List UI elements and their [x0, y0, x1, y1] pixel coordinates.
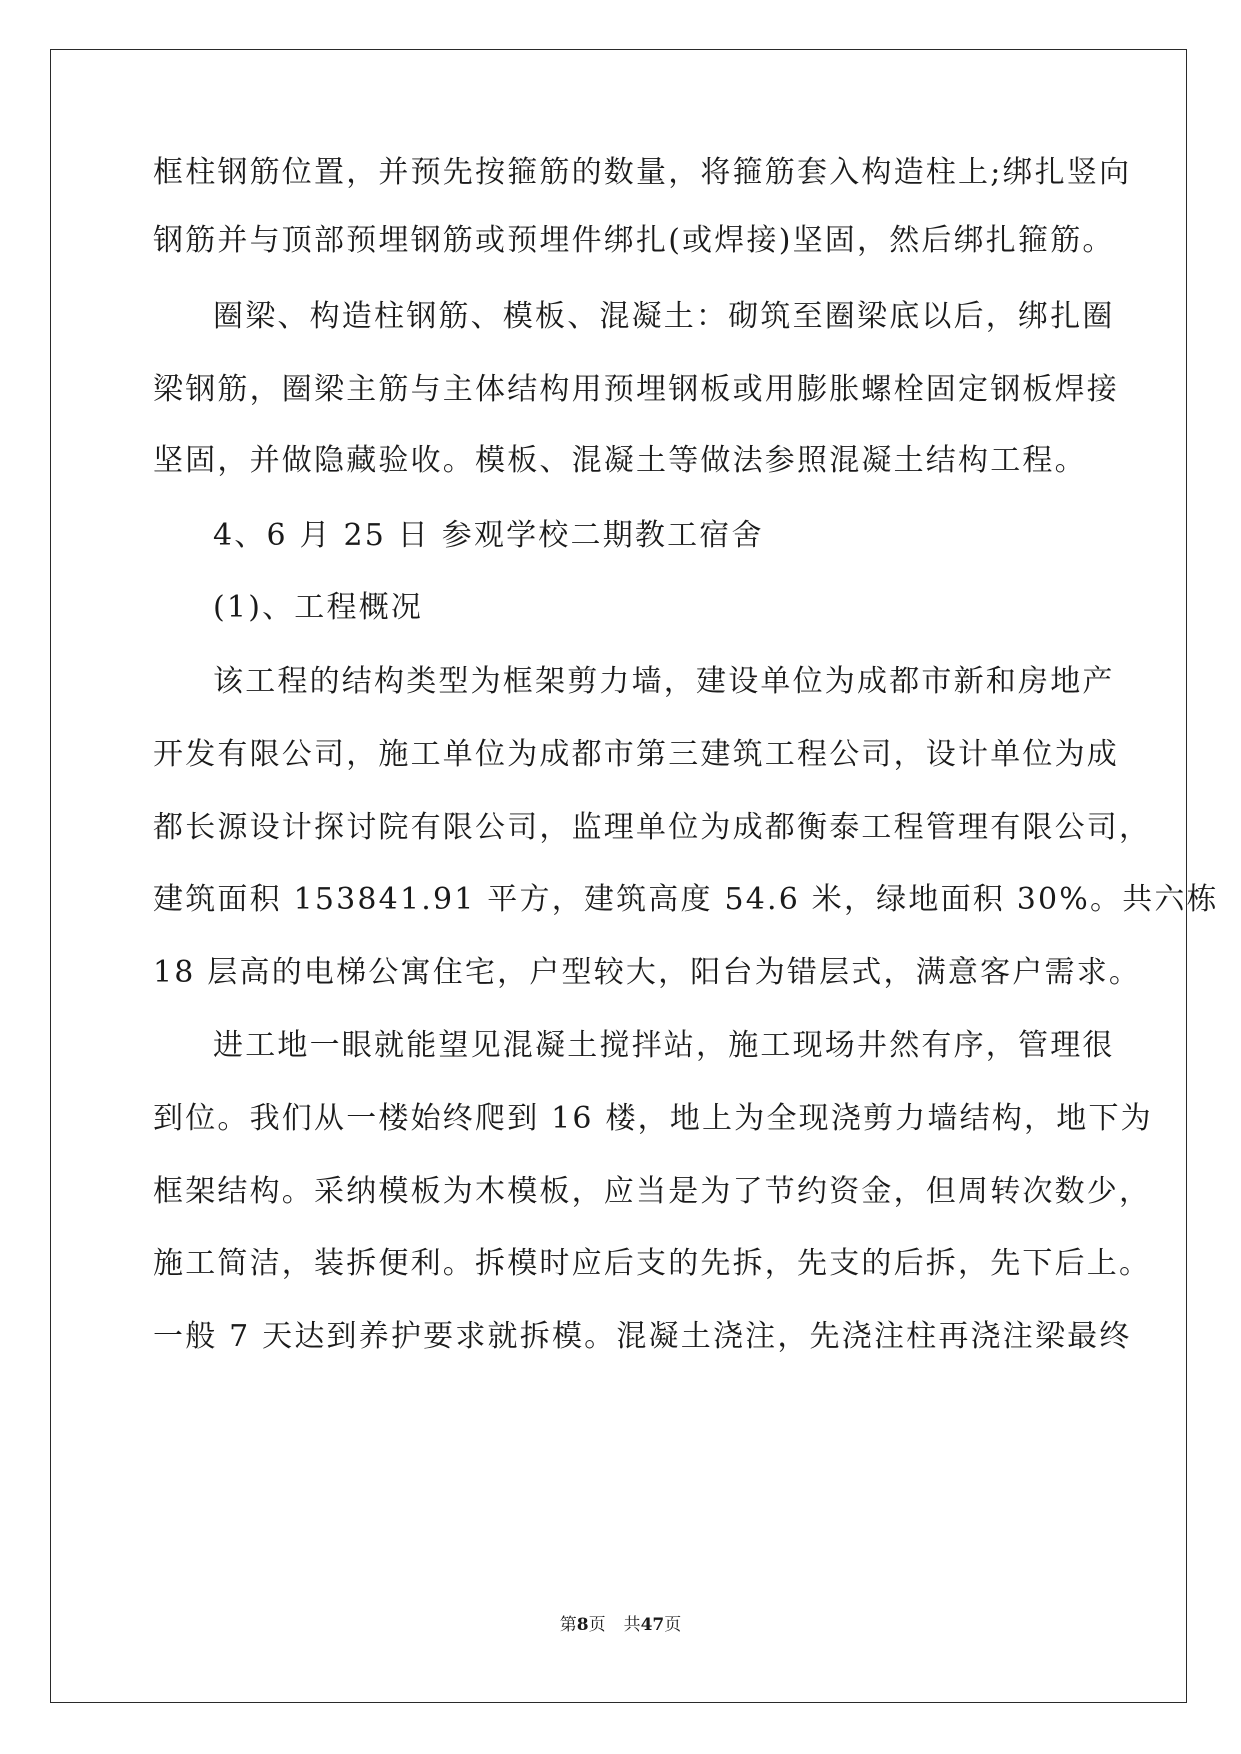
total-pages: 47: [640, 1615, 665, 1635]
page-number: 8: [576, 1615, 589, 1635]
text-line: 18 层高的电梯公寓住宅，户型较大，阳台为错层式，满意客户需求。: [153, 955, 1142, 990]
subsection-heading: (1)、工程概况: [213, 590, 424, 625]
text-line: 梁钢筋，圈梁主筋与主体结构用预埋钢板或用膨胀螺栓固定钢板焊接: [153, 372, 1119, 407]
text-line: 到位。我们从一楼始终爬到 16 楼，地上为全现浇剪力墙结构，地下为: [153, 1101, 1153, 1136]
text-line: 开发有限公司，施工单位为成都市第三建筑工程公司，设计单位为成: [153, 737, 1119, 772]
text-line: 钢筋并与顶部预埋钢筋或预埋件绑扎(或焊接)坚固，然后绑扎箍筋。: [153, 223, 1115, 258]
text-line: 该工程的结构类型为框架剪力墙，建设单位为成都市新和房地产: [213, 664, 1115, 699]
text-line: 框架结构。采纳模板为木模板，应当是为了节约资金，但周转次数少，: [153, 1174, 1152, 1209]
text-line: 施工简洁，装拆便利。拆模时应后支的先拆，先支的后拆，先下后上。: [153, 1246, 1152, 1281]
text-line: 框柱钢筋位置，并预先按箍筋的数量，将箍筋套入构造柱上;绑扎竖向: [153, 155, 1132, 190]
text-line: 坚固，并做隐藏验收。模板、混凝土等做法参照混凝土结构工程。: [153, 443, 1087, 478]
footer-prefix: 第: [559, 1615, 577, 1635]
footer-page-suffix: 页: [588, 1615, 606, 1635]
footer-total-suffix: 页: [664, 1615, 682, 1635]
text-line: 一般 7 天达到养护要求就拆模。混凝土浇注，先浇注柱再浇注梁最终: [153, 1319, 1132, 1354]
text-line: 都长源设计探讨院有限公司，监理单位为成都衡泰工程管理有限公司，: [153, 810, 1152, 845]
text-line: 进工地一眼就能望见混凝土搅拌站，施工现场井然有序，管理很: [213, 1028, 1115, 1063]
page-footer: [0, 1613, 1241, 1637]
text-line: 建筑面积 153841.91 平方，建筑高度 54.6 米，绿地面积 30%。共六栋: [153, 882, 1219, 917]
text-line: 圈梁、构造柱钢筋、模板、混凝土：砌筑至圈梁底以后，绑扎圈: [213, 299, 1115, 334]
section-heading: 4、6 月 25 日 参观学校二期教工宿舍: [213, 518, 764, 553]
footer-total-prefix: 共: [623, 1615, 641, 1635]
